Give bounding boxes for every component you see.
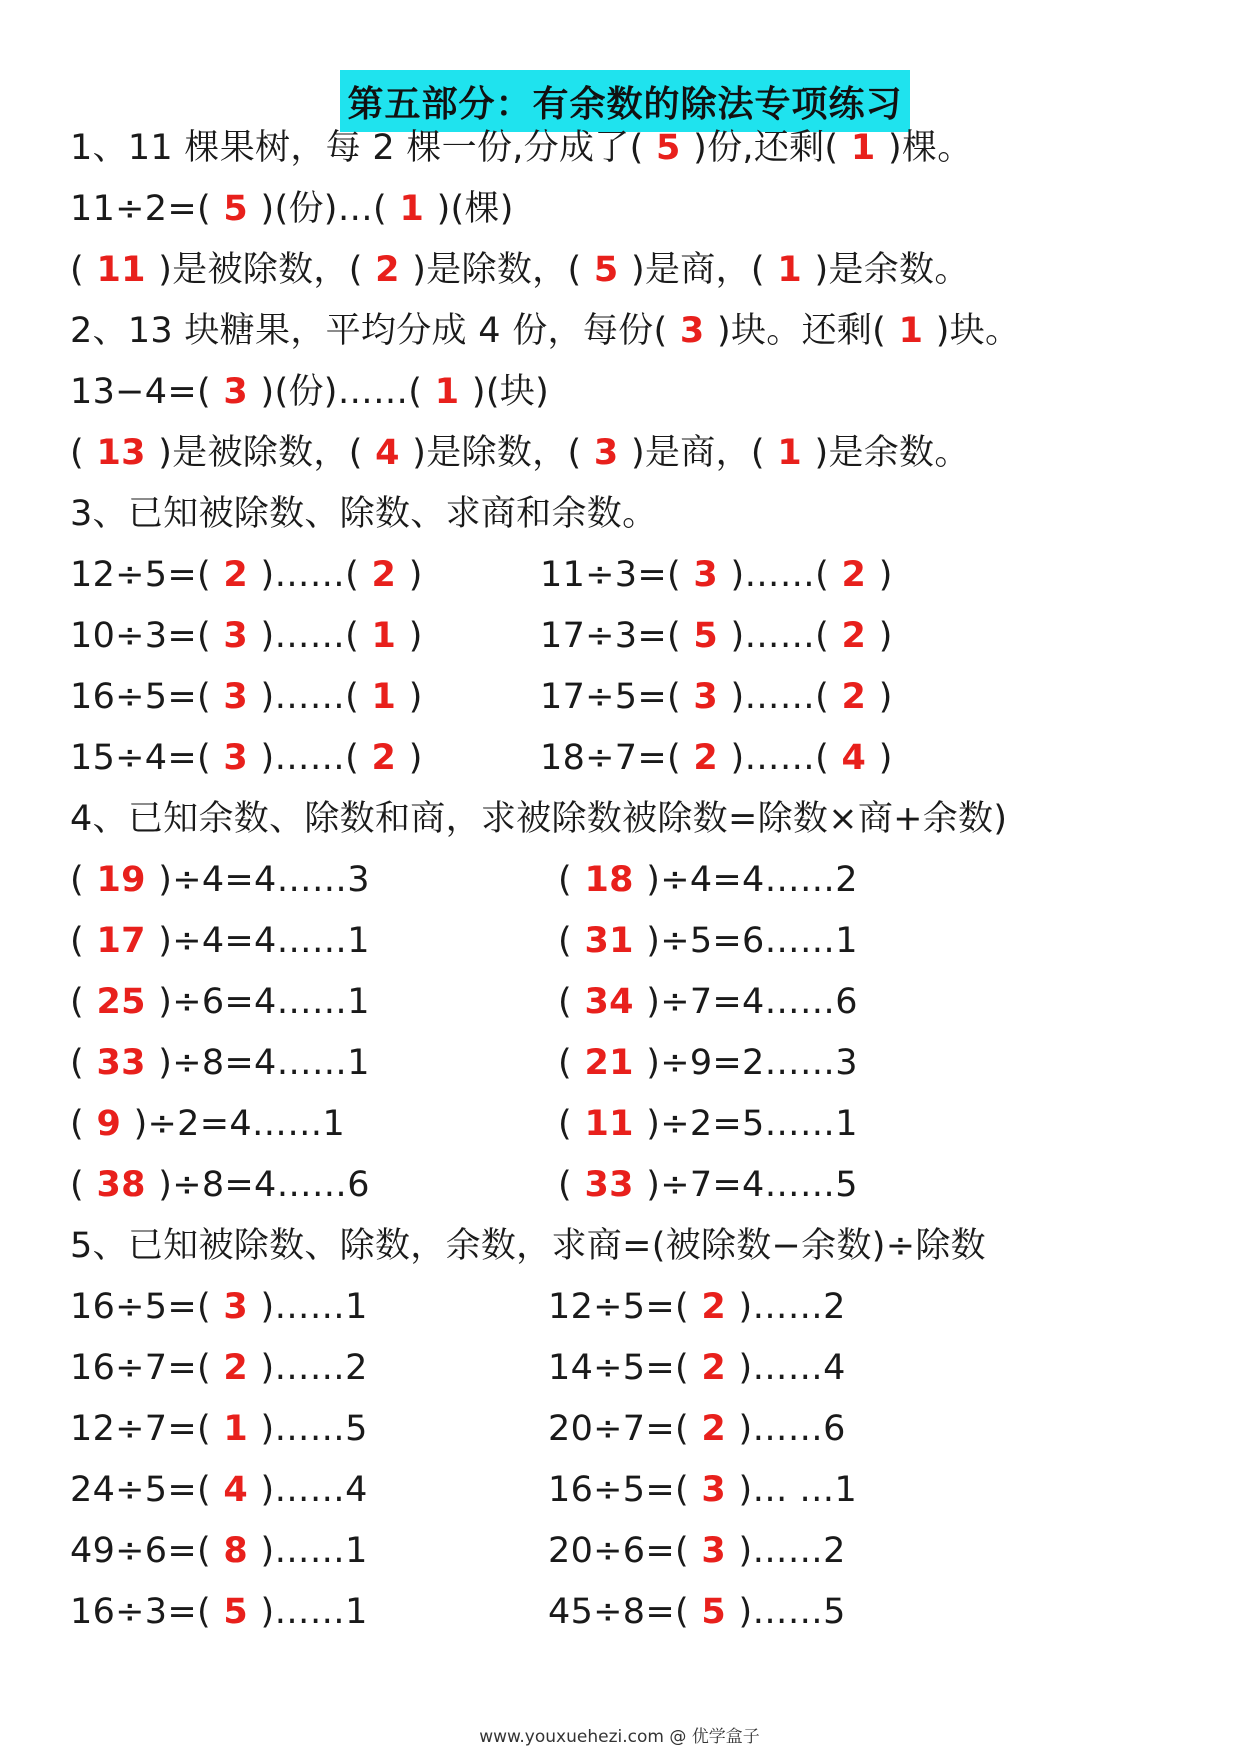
q4-left-row (70, 1041, 370, 1085)
q5-expr: 16÷5=( (70, 1287, 211, 1327)
q2-line3-text-d: )是商，( (631, 433, 765, 473)
q1-line2-text-b: )(份)…( (260, 189, 387, 229)
page-title: 第五部分：有余数的除法专项练习 (340, 70, 910, 132)
q3-sep: )……( (730, 738, 830, 778)
q3-right-row (540, 675, 893, 719)
q1-line3 (70, 248, 970, 292)
q3-right-row (540, 736, 893, 780)
q1-line2-text-a: 11÷2=( (70, 189, 211, 229)
q3-expr: 17÷3=( (540, 616, 681, 656)
q4-open: ( (70, 1104, 84, 1144)
q4-left-row (70, 919, 370, 963)
q5-left-row (70, 1468, 368, 1512)
q3-close: ) (878, 677, 893, 717)
q2-line1 (70, 309, 1020, 353)
q3-expr: 11÷3=( (540, 555, 681, 595)
q4-left-row (70, 1102, 345, 1146)
q2-quotient: 3 (581, 433, 632, 473)
q5-right-row (548, 1529, 846, 1573)
q5-quotient: 3 (688, 1470, 739, 1510)
q3-close: ) (878, 555, 893, 595)
q4-open: ( (558, 860, 572, 900)
q1-answer-left: 1 (838, 128, 889, 168)
q3-sep: )……( (730, 555, 830, 595)
q1-dividend: 11 (83, 250, 159, 290)
q4-rest: )÷7=4……5 (646, 1165, 858, 1205)
q2-answer-each: 3 (667, 311, 718, 351)
q5-rest: )……2 (738, 1287, 846, 1327)
q4-open: ( (558, 921, 572, 961)
q1-line2 (70, 187, 514, 231)
q3-close: ) (878, 616, 893, 656)
q5-expr: 16÷5=( (548, 1470, 689, 1510)
q4-right-row (558, 1163, 858, 1207)
q4-open: ( (558, 1165, 572, 1205)
q5-expr: 24÷5=( (70, 1470, 211, 1510)
q5-left-row (70, 1529, 368, 1573)
q2-line2-quotient: 3 (210, 372, 261, 412)
q5-expr: 20÷6=( (548, 1531, 689, 1571)
q5-left-row (70, 1285, 368, 1329)
q3-left-row (70, 675, 423, 719)
q2-line3-text-b: )是被除数，( (158, 433, 363, 473)
q3-sep: )……( (730, 616, 830, 656)
q4-dividend: 17 (83, 921, 159, 961)
q4-left-row (70, 1163, 370, 1207)
q5-quotient: 2 (688, 1287, 739, 1327)
q1-quotient: 5 (581, 250, 632, 290)
q4-open: ( (558, 1043, 572, 1083)
q3-close: ) (408, 677, 423, 717)
q5-expr: 20÷7=( (548, 1409, 689, 1449)
q4-rest: )÷5=6……1 (646, 921, 858, 961)
q3-sep: )……( (260, 616, 360, 656)
q4-dividend: 11 (571, 1104, 647, 1144)
q4-open: ( (558, 1104, 572, 1144)
q5-left-row (70, 1346, 368, 1390)
q1-line1-text-a: 1、11 棵果树，每 2 棵一份,分成了( (70, 128, 644, 168)
q5-rest: )……6 (738, 1409, 846, 1449)
q1-line3-text-c: )是除数，( (412, 250, 582, 290)
q3-quotient: 2 (210, 555, 261, 595)
q4-dividend: 19 (83, 860, 159, 900)
q1-line3-text-a: ( (70, 250, 84, 290)
q3-expr: 18÷7=( (540, 738, 681, 778)
q1-line3-text-d: )是商，( (631, 250, 765, 290)
q5-expr: 45÷8=( (548, 1592, 689, 1632)
footer-watermark: www.youxuehezi.com @ 优学盒子 (479, 1727, 760, 1747)
q5-rest: )……2 (738, 1531, 846, 1571)
q5-quotient: 4 (210, 1470, 261, 1510)
q4-dividend: 21 (571, 1043, 647, 1083)
q3-close: ) (408, 555, 423, 595)
q3-sep: )……( (260, 738, 360, 778)
q2-remainder: 1 (764, 433, 815, 473)
q3-right-row (540, 614, 893, 658)
q4-right-row (558, 980, 858, 1024)
q1-line3-text-b: )是被除数，( (158, 250, 363, 290)
q4-open: ( (70, 860, 84, 900)
q3-sep: )……( (260, 677, 360, 717)
q3-remainder: 4 (829, 738, 879, 778)
q5-rest: )……4 (260, 1470, 368, 1510)
q4-dividend: 18 (571, 860, 647, 900)
q5-rest: )……5 (738, 1592, 846, 1632)
q2-line1-text-c: )块。 (935, 311, 1021, 351)
q5-quotient: 5 (688, 1592, 739, 1632)
q3-heading: 3、已知被除数、除数、求商和余数。 (70, 494, 658, 534)
q2-line2 (70, 370, 549, 414)
q3-remainder: 1 (359, 616, 409, 656)
q4-open: ( (558, 982, 572, 1022)
q3-quotient: 3 (680, 677, 731, 717)
q4-dividend: 31 (571, 921, 647, 961)
q3-close: ) (408, 616, 423, 656)
q4-dividend: 33 (571, 1165, 647, 1205)
q3-remainder: 2 (359, 555, 409, 595)
q3-right-row (540, 553, 893, 597)
q3-quotient: 3 (210, 738, 261, 778)
q1-line2-quotient: 5 (210, 189, 261, 229)
q1-answer-groups: 5 (643, 128, 694, 168)
q5-expr: 16÷7=( (70, 1348, 211, 1388)
q5-rest: )……4 (738, 1348, 846, 1388)
q5-right-row (548, 1285, 846, 1329)
q5-expr: 14÷5=( (548, 1348, 689, 1388)
q5-left-row (70, 1590, 368, 1634)
q4-right-row (558, 1041, 858, 1085)
q4-rest: )÷4=4……2 (646, 860, 858, 900)
q2-line3-text-e: )是余数。 (814, 433, 970, 473)
q3-sep: )……( (260, 555, 360, 595)
q5-heading: 5、已知被除数、除数，余数，求商=(被除数−余数)÷除数 (70, 1226, 986, 1266)
q3-expr: 16÷5=( (70, 677, 211, 717)
q2-answer-left: 1 (886, 311, 936, 351)
q3-expr: 12÷5=( (70, 555, 211, 595)
q2-divisor: 4 (362, 433, 413, 473)
q2-line2-text-b: )(份)……( (260, 372, 423, 412)
q3-quotient: 2 (680, 738, 731, 778)
q3-remainder: 2 (829, 555, 879, 595)
q4-rest: )÷2=4……1 (133, 1104, 346, 1144)
q3-remainder: 2 (829, 677, 879, 717)
q5-right-row (548, 1346, 846, 1390)
q1-line2-remainder: 1 (386, 189, 437, 229)
q3-quotient: 3 (210, 677, 261, 717)
q4-open: ( (70, 982, 84, 1022)
q3-sep: )……( (730, 677, 830, 717)
q5-right-row (548, 1590, 846, 1634)
q5-expr: 12÷5=( (548, 1287, 689, 1327)
q5-quotient: 1 (210, 1409, 261, 1449)
q2-line3-text-c: )是除数，( (412, 433, 582, 473)
q5-quotient: 2 (688, 1409, 739, 1449)
q3-quotient: 5 (680, 616, 731, 656)
q4-dividend: 33 (83, 1043, 159, 1083)
q1-line1-text-b: )份,还剩( (693, 128, 839, 168)
q2-line1-text-b: )块。还剩( (717, 311, 887, 351)
q3-quotient: 3 (210, 616, 261, 656)
q4-dividend: 38 (83, 1165, 159, 1205)
q3-remainder: 1 (359, 677, 409, 717)
q5-rest: )……1 (260, 1592, 368, 1632)
q2-line2-text-c: )(块) (471, 372, 550, 412)
q4-open: ( (70, 1165, 84, 1205)
q2-line3 (70, 431, 970, 475)
q5-rest: )… …1 (738, 1470, 858, 1510)
q4-right-row (558, 1102, 858, 1146)
q1-line2-text-c: )(棵) (436, 189, 514, 229)
q3-left-row (70, 614, 423, 658)
q1-remainder: 1 (764, 250, 815, 290)
q5-quotient: 5 (210, 1592, 261, 1632)
q5-quotient: 3 (210, 1287, 261, 1327)
q4-open: ( (70, 1043, 84, 1083)
q3-left-row (70, 553, 423, 597)
q4-rest: )÷8=4……6 (158, 1165, 370, 1205)
q2-dividend: 13 (83, 433, 159, 473)
q2-line1-text-a: 2、13 块糖果，平均分成 4 份，每份( (70, 311, 668, 351)
q4-rest: )÷4=4……1 (158, 921, 370, 961)
q4-open: ( (70, 921, 84, 961)
q5-right-row (548, 1468, 857, 1512)
q3-left-row (70, 736, 423, 780)
q4-heading: 4、已知余数、除数和商，求被除数被除数=除数×商+余数) (70, 799, 1008, 839)
q5-rest: )……1 (260, 1531, 368, 1571)
q5-rest: )……2 (260, 1348, 368, 1388)
q3-quotient: 3 (680, 555, 731, 595)
q5-quotient: 2 (210, 1348, 261, 1388)
q4-right-row (558, 919, 858, 963)
q4-rest: )÷4=4……3 (158, 860, 370, 900)
q5-expr: 49÷6=( (70, 1531, 211, 1571)
q3-expr: 17÷5=( (540, 677, 681, 717)
q3-remainder: 2 (829, 616, 879, 656)
q4-right-row (558, 858, 858, 902)
q4-dividend: 25 (83, 982, 159, 1022)
q5-quotient: 2 (688, 1348, 739, 1388)
q3-close: ) (878, 738, 893, 778)
q1-line3-text-e: )是余数。 (814, 250, 970, 290)
q5-left-row (70, 1407, 368, 1451)
q1-line1-text-c: )棵。 (888, 128, 973, 168)
q3-expr: 15÷4=( (70, 738, 211, 778)
q4-rest: )÷9=2……3 (646, 1043, 858, 1083)
q5-expr: 12÷7=( (70, 1409, 211, 1449)
q5-rest: )……5 (260, 1409, 368, 1449)
q1-divisor: 2 (362, 250, 413, 290)
q3-remainder: 2 (359, 738, 409, 778)
q5-quotient: 8 (210, 1531, 261, 1571)
q3-close: ) (408, 738, 423, 778)
q5-expr: 16÷3=( (70, 1592, 211, 1632)
q4-rest: )÷8=4……1 (158, 1043, 370, 1083)
q4-dividend: 9 (83, 1104, 134, 1144)
q4-left-row (70, 858, 370, 902)
q1-line1 (70, 126, 973, 170)
q4-rest: )÷2=5……1 (646, 1104, 858, 1144)
q2-line2-remainder: 1 (422, 372, 472, 412)
q5-quotient: 3 (688, 1531, 739, 1571)
q5-rest: )……1 (260, 1287, 368, 1327)
q2-line3-text-a: ( (70, 433, 84, 473)
q4-left-row (70, 980, 370, 1024)
q4-rest: )÷6=4……1 (158, 982, 370, 1022)
q2-line2-text-a: 13−4=( (70, 372, 211, 412)
q5-right-row (548, 1407, 846, 1451)
q4-rest: )÷7=4……6 (646, 982, 858, 1022)
q4-dividend: 34 (571, 982, 647, 1022)
q3-expr: 10÷3=( (70, 616, 211, 656)
